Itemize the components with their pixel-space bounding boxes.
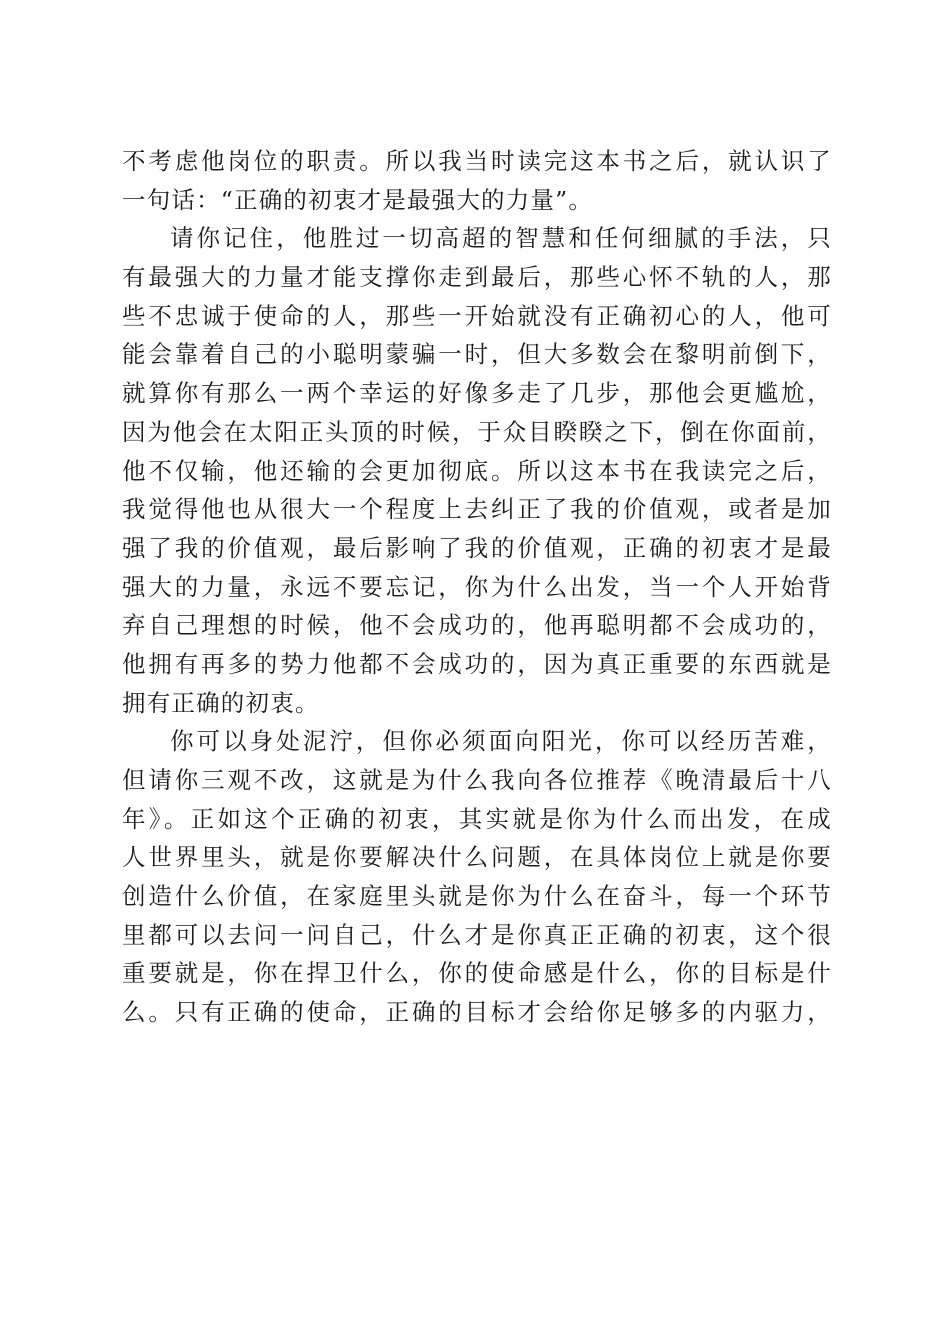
text-line: 不考虑他岗位的职责。所以我当时读完这本书之后，就认识了: [122, 147, 832, 175]
text-line: 年》。正如这个正确的初衷，其实就是你为什么而出发，在成: [122, 804, 832, 833]
text-line: 些不忠诚于使命的人，那些一开始就没有正确初心的人，他可: [122, 301, 832, 330]
text-line: 他不仅输，他还输的会更加彻底。所以这本书在我读完之后，: [122, 456, 832, 485]
text-line: 但请你三观不改，这就是为什么我向各位推荐《晚清最后十八: [122, 766, 832, 794]
text-line: 重要就是，你在捍卫什么，你的使命感是什么，你的目标是什: [122, 959, 832, 988]
text-line: 能会靠着自己的小聪明蒙骗一时，但大多数会在黎明前倒下，: [122, 340, 832, 369]
text-line: 人世界里头，就是你要解决什么问题，在具体岗位上就是你要: [122, 843, 832, 872]
text-line: 弃自己理想的时候，他不会成功的，他再聪明都不会成功的，: [122, 611, 832, 640]
body-text: [122, 142, 832, 1032]
text-line: 强了我的价值观，最后影响了我的价值观，正确的初衷才是最: [122, 533, 832, 562]
text-line: 一句话：“正确的初衷才是最强大的力量”。: [122, 185, 594, 214]
text-line: 有最强大的力量才能支撑你走到最后，那些心怀不轨的人，那: [122, 263, 832, 292]
text-line: 因为他会在太阳正头顶的时候，于众目睽睽之下，倒在你面前，: [122, 417, 832, 446]
text-line: 你可以身处泥泞，但你必须面向阳光，你可以经历苦难，: [170, 727, 832, 756]
text-line: 请你记住，他胜过一切高超的智慧和任何细腻的手法，只: [170, 224, 832, 253]
text-line: 就算你有那么一两个幸运的好像多走了几步，那他会更尴尬，: [122, 379, 832, 408]
text-line: 创造什么价值，在家庭里头就是你为什么在奋斗，每一个环节: [122, 882, 832, 911]
text-line: 里都可以去问一问自己，什么才是你真正正确的初衷，这个很: [122, 920, 832, 949]
text-line: 么。只有正确的使命，正确的目标才会给你足够多的内驱力，: [122, 998, 832, 1027]
text-line: 拥有正确的初衷。: [122, 688, 320, 717]
text-line: 我觉得他也从很大一个程度上去纠正了我的价值观，或者是加: [122, 495, 832, 524]
text-line: 强大的力量，永远不要忘记，你为什么出发，当一个人开始背: [122, 572, 832, 601]
text-line: 他拥有再多的势力他都不会成功的，因为真正重要的东西就是: [122, 649, 832, 678]
